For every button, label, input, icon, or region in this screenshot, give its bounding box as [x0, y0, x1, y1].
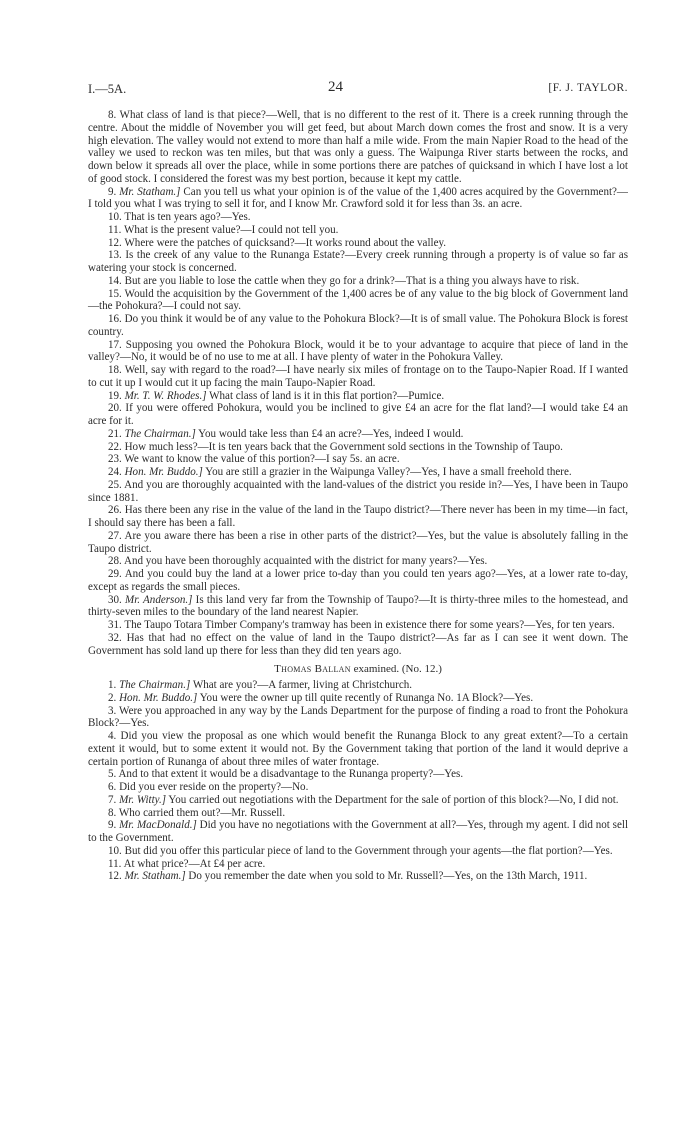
question-paragraph: [88, 504, 628, 530]
question-number: 11.: [108, 223, 122, 236]
question-paragraph: [88, 224, 628, 237]
question-text: How much less?—It is ten years back that the Government sold sections in the Township of Taupo.: [124, 440, 563, 453]
question-paragraph: [88, 390, 628, 403]
question-text: We want to know the value of this portion?—I say 5s. an acre.: [124, 453, 400, 466]
question-text: But are you liable to lose the cattle when they go for a drink?—That is a thing you always have to risk.: [124, 274, 580, 287]
question-text: Has there been any rise in the value of the land in the Taupo district?—There never has been in my time—in fact, I should say there has been a fall.: [88, 504, 629, 529]
question-paragraph: [88, 211, 628, 224]
question-number: 26.: [108, 504, 122, 517]
question-text: You were the owner up till quite recently of Runanga No. 1A Block?—Yes.: [199, 691, 534, 704]
examination-heading: [88, 663, 628, 676]
question-text: Well, say with regard to the road?—I have nearly six miles of frontage on to the Taupo-Napier Road. If I wanted to cut it up I would cut it up facing the main Taupo-Napier Road.: [88, 364, 629, 389]
question-number: 13.: [108, 249, 122, 262]
question-text: The Taupo Totara Timber Company's tramway has been in existence there for some years?—Yes, for ten years.: [124, 619, 615, 631]
question-paragraph: [88, 313, 628, 339]
question-paragraph: [88, 428, 628, 441]
question-number: 16.: [108, 313, 122, 325]
question-paragraph: [88, 768, 628, 781]
question-number: 24.: [108, 466, 122, 478]
question-number: 9.: [108, 819, 117, 832]
question-text: Is the creek of any value to the Runanga Estate?—Every creek running through a property is of value so far as watering your stock is concerned.: [88, 249, 628, 274]
question-paragraph: [88, 632, 628, 658]
question-text: Has that had no effect on the value of land in the Taupo district?—As far as I can see it went down. The Government has sold land up there for less than they did ten years ago.: [88, 631, 629, 657]
question-text: Where were the patches of quicksand?—It works round about the valley.: [124, 236, 447, 249]
question-number: 15.: [108, 287, 122, 300]
question-number: 22.: [108, 440, 122, 453]
question-paragraph: [88, 730, 628, 768]
question-paragraph: [88, 237, 628, 250]
question-paragraph: [88, 479, 628, 505]
question-text: Were you approached in any way by the Lands Department for the purpose of finding a road to front the Pohokura Block?—Yes.: [88, 704, 628, 730]
testimony-section-ballan: [88, 679, 628, 883]
question-text: And to that extent it would be a disadvantage to the Runanga property?—Yes.: [118, 768, 464, 781]
question-text: What class of land is it in this flat portion?—Pumice.: [209, 389, 445, 402]
question-number: 23.: [108, 453, 122, 466]
question-number: 1.: [108, 679, 117, 691]
question-number: 10.: [108, 211, 122, 223]
question-text: You are still a grazier in the Waipunga Valley?—Yes, I have a small freehold there.: [205, 466, 572, 478]
question-number: 29.: [108, 568, 122, 580]
question-number: 12.: [108, 870, 122, 883]
speaker-name: Mr. Witty.]: [119, 793, 167, 806]
question-paragraph: [88, 530, 628, 556]
report-reference: I.—5A.: [88, 82, 127, 96]
speaker-name: Mr. MacDonald.]: [119, 819, 197, 832]
question-paragraph: [88, 275, 628, 288]
question-text: Would the acquisition by the Government of the 1,400 acres be of any value to the big block of Government land—the Pohokura?—I could not say.: [88, 287, 629, 313]
question-text: Did you have no negotiations with the Government at all?—Yes, through my agent. I did not sell to the Government.: [88, 819, 629, 844]
speaker-name: Hon. Mr. Buddo.]: [119, 691, 198, 704]
question-paragraph: [88, 109, 628, 186]
question-number: 27.: [108, 529, 122, 542]
speaker-name: The Chairman.]: [119, 679, 191, 691]
question-number: 25.: [108, 478, 122, 491]
question-text: Is this land very far from the Township of Taupo?—It is thirty-three miles to the homestead, and thirty-seven miles to the boundary of the land nearest Napier.: [88, 593, 628, 619]
question-number: 17.: [108, 338, 122, 351]
speaker-name: Mr. Anderson.]: [125, 593, 193, 606]
question-number: 3.: [108, 704, 117, 717]
question-number: 11.: [108, 857, 122, 870]
question-number: 32.: [108, 631, 122, 644]
question-text: Did you view the proposal as one which would benefit the Runanga Block to any great extent?—To a certain extent it would, but to some extent it would not. By the Government taking that portion of the land it would deprive a certain portion of Runanga of about three miles of water frontage.: [88, 730, 629, 768]
question-text: That is ten years ago?—Yes.: [124, 211, 251, 223]
question-paragraph: [88, 781, 628, 794]
question-text: If you were offered Pohokura, would you be inclined to give £4 an acre for the flat land?—I would take £4 an acre for it.: [88, 402, 629, 427]
question-paragraph: [88, 807, 628, 820]
speaker-name: Hon. Mr. Buddo.]: [124, 466, 203, 478]
question-text: And you have been thoroughly acquainted with the district for many years?—Yes.: [123, 555, 488, 568]
question-paragraph: [88, 692, 628, 705]
witness-heading-suffix: examined.: [353, 663, 400, 676]
question-paragraph: [88, 819, 628, 845]
question-text: Did you ever reside on the property?—No.: [119, 781, 309, 793]
question-text: Supposing you owned the Pohokura Block, would it be to your advantage to acquire that piece of land in the valley?—No, it would be of no use to me at all. I have plenty of water in the Pohokura Valley.: [88, 338, 628, 364]
question-paragraph: [88, 249, 628, 275]
question-number: 6.: [108, 781, 117, 793]
speaker-name: Mr. T. W. Rhodes.]: [124, 389, 207, 402]
question-paragraph: [88, 555, 628, 568]
question-paragraph: [88, 870, 628, 883]
question-number: 8.: [108, 806, 117, 819]
question-paragraph: [88, 619, 628, 632]
question-number: 30.: [108, 593, 122, 606]
question-text: Are you aware there has been a rise in other parts of the district?—Yes, but the value is absolutely falling in the Taupo district.: [88, 529, 628, 555]
witness-heading-number: (No. 12.): [401, 663, 442, 676]
question-number: 8.: [108, 109, 117, 121]
question-paragraph: [88, 705, 628, 731]
question-number: 21.: [108, 427, 122, 440]
question-paragraph: [88, 402, 628, 428]
question-text: Can you tell us what your opinion is of the value of the 1,400 acres acquired by the Government?—I told you what I was trying to sell it for, and I know Mr. Crawford sold it for less than 3s. an acre.: [88, 185, 628, 211]
question-number: 5.: [108, 768, 117, 781]
question-text: And you could buy the land at a lower price to-day than you could ten years ago?—Yes, at a lower rate to-day, except as regards the small pieces.: [88, 568, 628, 593]
question-paragraph: [88, 453, 628, 466]
question-number: 20.: [108, 402, 122, 415]
question-paragraph: [88, 186, 628, 212]
speaker-name: Mr. Statham.]: [124, 870, 186, 883]
question-paragraph: [88, 441, 628, 454]
question-number: 31.: [108, 619, 122, 631]
question-paragraph: [88, 288, 628, 314]
witness-heading-name: Thomas Ballan: [274, 663, 351, 676]
question-text: But did you offer this particular piece of land to the Government through your agents—the flat portion?—Yes.: [124, 844, 613, 857]
question-number: 7.: [108, 793, 117, 806]
question-paragraph: [88, 339, 628, 365]
question-number: 2.: [108, 691, 117, 704]
question-paragraph: [88, 364, 628, 390]
question-text: What are you?—A farmer, living at Christchurch.: [192, 679, 413, 691]
page-header: [88, 79, 628, 100]
question-paragraph: [88, 794, 628, 807]
question-paragraph: [88, 568, 628, 594]
testimony-section-taylor: [88, 109, 628, 657]
question-text: What class of land is that piece?—Well, that is no different to the rest of it. There is a creek running through the centre. About the middle of November you will get feed, but about March down comes the frost and snow. It is a very high elevation. The valley would not extend to more than half a mile wide. From the main Napier Road to the head of the valley we used to reckon was ten miles, but that was only a guess. The Waipunga River starts between the rocks, and down below it spreads all over the place, while in some portions there are patches of quicksand in which I have lost a lot of good stock. I considered the forest was my best portion, because it kept my cattle.: [88, 109, 628, 185]
question-paragraph: [88, 858, 628, 871]
question-paragraph: [88, 679, 628, 692]
question-paragraph: [88, 466, 628, 479]
question-text: What is the present value?—I could not tell you.: [123, 223, 339, 236]
question-text: And you are thoroughly acquainted with the land-values of the district you reside in?—Yes, I have been in Taupo since 1881.: [88, 478, 628, 504]
question-text: Do you remember the date when you sold to Mr. Russell?—Yes, on the 13th March, 1911.: [188, 870, 588, 883]
speaker-name: Mr. Statham.]: [119, 185, 181, 198]
question-number: 19.: [108, 389, 122, 402]
question-number: 28.: [108, 555, 122, 568]
witness-name: [F. J. TAYLOR.: [548, 82, 628, 94]
question-paragraph: [88, 845, 628, 858]
question-number: 18.: [108, 364, 122, 376]
page-number: 24: [328, 79, 343, 95]
question-number: 10.: [108, 844, 122, 857]
question-number: 12.: [108, 236, 122, 249]
question-text: You carried out negotiations with the Department for the sale of portion of this block?—No, I did not.: [168, 793, 619, 806]
question-paragraph: [88, 594, 628, 620]
question-text: You would take less than £4 an acre?—Yes, indeed I would.: [198, 427, 464, 440]
question-text: Who carried them out?—Mr. Russell.: [118, 806, 286, 819]
speaker-name: The Chairman.]: [124, 427, 196, 440]
question-text: Do you think it would be of any value to the Pohokura Block?—It is of small value. The Pohokura Block is forest country.: [88, 313, 629, 338]
question-number: 4.: [108, 730, 117, 742]
question-number: 14.: [108, 274, 122, 287]
document-body: [88, 109, 628, 883]
question-number: 9.: [108, 185, 117, 198]
question-text: At what price?—At £4 per acre.: [123, 857, 266, 870]
